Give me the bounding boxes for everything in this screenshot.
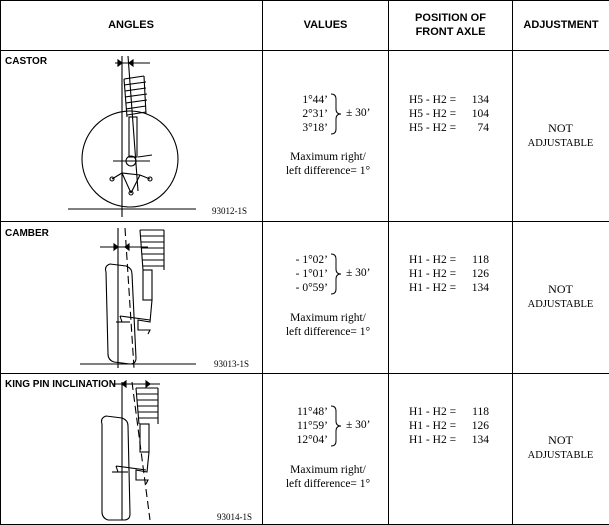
- row-label-castor: CASTOR: [5, 56, 48, 67]
- value-item: 11°59’: [296, 420, 328, 432]
- camber-figure-id: 93013-1S: [214, 359, 250, 369]
- castor-figure-id: 93012-1S: [212, 206, 248, 216]
- value-item: 2°31’: [302, 108, 328, 120]
- axle-row: [409, 281, 489, 295]
- castor-axle-positions: [409, 93, 489, 135]
- value-item: - 1°01’: [295, 268, 328, 280]
- camber-adjustment: [512, 281, 609, 313]
- axle-row: [409, 93, 489, 107]
- brace-icon: [330, 93, 342, 135]
- axle-value: 118: [472, 406, 489, 418]
- adjustment-line1: NOT: [548, 121, 573, 135]
- axle-value: 134: [471, 282, 489, 294]
- value-item: - 0°59’: [295, 282, 328, 294]
- adjustment-line1: NOT: [548, 282, 573, 296]
- axle-value: 134: [471, 94, 489, 106]
- king-pin-axle-positions: [409, 405, 489, 447]
- value-item: 1°44’: [302, 94, 328, 106]
- king-pin-adjustment: [512, 432, 609, 464]
- value-item: 12°04’: [296, 434, 328, 446]
- adjustment-line2: ADJUSTABLE: [527, 299, 594, 310]
- camber-axle-positions: [409, 253, 489, 295]
- axle-position: H1 - H2 =: [409, 406, 457, 418]
- king-pin-tolerance: ± 30’: [346, 419, 371, 431]
- value-item: 11°48’: [296, 406, 328, 418]
- axle-value: 126: [471, 268, 489, 280]
- max-diff-line1: Maximum right/: [290, 464, 366, 476]
- king-pin-inclination-diagram: [0, 374, 262, 525]
- king-pin-figure-id: 93014-1S: [217, 512, 253, 522]
- axle-row: [409, 267, 489, 281]
- castor-diagram: [0, 51, 262, 221]
- header-values: VALUES: [303, 19, 348, 31]
- castor-adjustment: [512, 120, 609, 152]
- axle-position: H5 - H2 =: [409, 108, 457, 120]
- axle-row: [409, 419, 489, 433]
- axle-value: 134: [471, 434, 489, 446]
- axle-position: H1 - H2 =: [409, 434, 457, 446]
- camber-diagram: [0, 222, 262, 373]
- axle-row: [409, 253, 489, 267]
- header-position: [389, 0, 512, 50]
- castor-tolerance: ± 30’: [346, 107, 371, 119]
- axle-position: H5 - H2 =: [409, 122, 457, 134]
- axle-position: H1 - H2 =: [409, 268, 457, 280]
- axle-position: H5 - H2 =: [409, 94, 457, 106]
- axle-position: H1 - H2 =: [409, 420, 457, 432]
- value-item: 3°18’: [302, 122, 328, 134]
- axle-value: 126: [471, 420, 489, 432]
- axle-value: 74: [477, 122, 489, 134]
- camber-tolerance: ± 30’: [346, 267, 371, 279]
- value-item: - 1°02’: [295, 254, 328, 266]
- king-pin-max-difference: [272, 463, 384, 491]
- max-diff-line2: left difference= 1°: [285, 478, 371, 490]
- row-label-king-pin-inclination: KING PIN INCLINATION: [5, 379, 116, 390]
- max-diff-line2: left difference= 1°: [285, 326, 371, 338]
- axle-value: 104: [471, 108, 489, 120]
- axle-row: [409, 405, 489, 419]
- axle-row: [409, 107, 489, 121]
- column-divider-1: [262, 0, 263, 525]
- brace-icon: [330, 253, 342, 295]
- castor-max-difference: [272, 150, 384, 178]
- axle-position: H1 - H2 =: [409, 254, 457, 266]
- header-position-line1: POSITION OF: [415, 12, 486, 24]
- max-diff-line1: Maximum right/: [290, 312, 366, 324]
- axle-row: [409, 433, 489, 447]
- axle-value: 118: [472, 254, 489, 266]
- max-diff-line2: left difference= 1°: [285, 165, 371, 177]
- brace-icon: [330, 405, 342, 447]
- max-diff-line1: Maximum right/: [290, 151, 366, 163]
- header-angles: ANGLES: [108, 19, 154, 31]
- king-pin-values: [288, 405, 328, 447]
- axle-row: [409, 121, 489, 135]
- row-label-camber: CAMBER: [5, 228, 49, 239]
- adjustment-line2: ADJUSTABLE: [527, 138, 594, 149]
- axle-position: H1 - H2 =: [409, 282, 457, 294]
- column-divider-2: [388, 0, 389, 525]
- castor-values: [288, 93, 328, 135]
- header-position-line2: FRONT AXLE: [415, 26, 486, 38]
- header-adjustment: ADJUSTMENT: [523, 19, 599, 31]
- camber-max-difference: [272, 311, 384, 339]
- adjustment-line1: NOT: [548, 433, 573, 447]
- camber-values: [288, 253, 328, 295]
- adjustment-line2: ADJUSTABLE: [527, 450, 594, 461]
